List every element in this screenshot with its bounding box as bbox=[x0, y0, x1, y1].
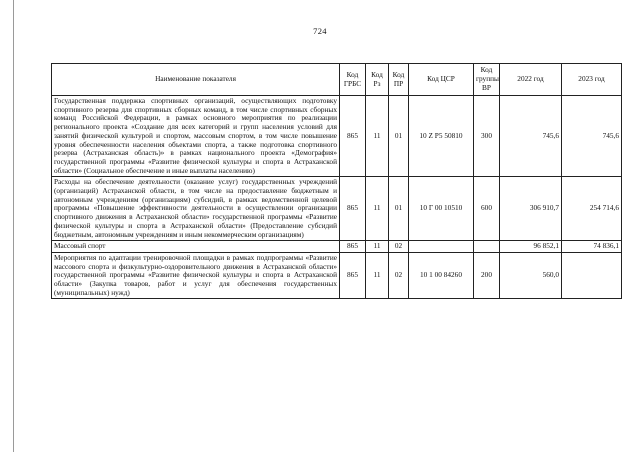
row-rz: 11 bbox=[366, 177, 389, 241]
row-csr: 10 1 00 84260 bbox=[409, 252, 474, 299]
table-row bbox=[52, 96, 622, 177]
row-vr bbox=[474, 241, 500, 253]
row-name: Мероприятия по адаптации тренировочной площадки в рамках подпрограммы «Развитие массового спорта и физкультурно-оздоровительного движения в Астраханской области» государственной программы «Развитие физической культуры и спорта в Астраханской области» (Закупка товаров, работ и услуг для обеспечения государственных (муниципальных) нужд) bbox=[52, 252, 340, 299]
header-pr: Код ПР bbox=[389, 64, 409, 96]
row-pr: 01 bbox=[389, 177, 409, 241]
row-rz: 11 bbox=[366, 96, 389, 177]
header-grbs: Код ГРБС bbox=[340, 64, 366, 96]
row-csr bbox=[409, 241, 474, 253]
row-2022: 745,6 bbox=[500, 96, 562, 177]
row-csr: 10 Г 00 10510 bbox=[409, 177, 474, 241]
row-rz: 11 bbox=[366, 252, 389, 299]
table-row bbox=[52, 252, 622, 299]
row-vr: 300 bbox=[474, 96, 500, 177]
table-header-row bbox=[52, 64, 622, 96]
header-2023: 2023 год bbox=[562, 64, 622, 96]
table-row bbox=[52, 177, 622, 241]
row-pr: 01 bbox=[389, 96, 409, 177]
page-number: 724 bbox=[313, 26, 327, 36]
row-2022: 96 852,1 bbox=[500, 241, 562, 253]
header-name: Наименование показателя bbox=[52, 64, 340, 96]
budget-table bbox=[51, 63, 622, 299]
row-2023: 745,6 bbox=[562, 96, 622, 177]
row-pr: 02 bbox=[389, 241, 409, 253]
header-rz: Код Рз bbox=[366, 64, 389, 96]
header-2022: 2022 год bbox=[500, 64, 562, 96]
row-name: Массовый спорт bbox=[52, 241, 340, 253]
row-grbs: 865 bbox=[340, 241, 366, 253]
header-csr: Код ЦСР bbox=[409, 64, 474, 96]
row-name: Государственная поддержка спортивных организаций, осуществляющих подготовку спортивного резерва для спортивных сборных команд, в том числе спортивных сборных команд Российской Федерации, в рамках основного мероприятия по реализации регионального проекта «Создание для всех категорий и групп населения условий для занятий физической культурой и спортом, массовым спортом, в том числе повышение уровня обеспеченности населения объектами спорта, а также подготовка спортивного резерва (Астраханская область)» в рамках национального проекта «Демография» государственной программы «Развитие физической культуры и спорта в Астраханской области» (Социальное обеспечение и иные выплаты населению) bbox=[52, 96, 340, 177]
row-pr: 02 bbox=[389, 252, 409, 299]
row-2022: 306 910,7 bbox=[500, 177, 562, 241]
row-csr: 10 Z P5 50810 bbox=[409, 96, 474, 177]
row-2022: 560,0 bbox=[500, 252, 562, 299]
row-grbs: 865 bbox=[340, 177, 366, 241]
table-row bbox=[52, 241, 622, 253]
row-name: Расходы на обеспечение деятельности (оказание услуг) государственных учреждений (организаций) Астраханской области, в том числе на предоставление бюджетным и автономным учреждениям (организациям) субсидий, в рамках ведомственной целевой программы «Повышение эффективности деятельности в осуществлении организации спортивного движения в Астраханской области» государственной программы «Развитие физической культуры и спорта в Астраханской области» (Предоставление субсидий бюджетным, автономным учреждениям и иным некоммерческим организациям) bbox=[52, 177, 340, 241]
row-2023 bbox=[562, 252, 622, 299]
row-grbs: 865 bbox=[340, 96, 366, 177]
header-vr: Код группы ВР bbox=[474, 64, 500, 96]
scan-edge-line bbox=[13, 0, 14, 452]
row-grbs: 865 bbox=[340, 252, 366, 299]
row-vr: 600 bbox=[474, 177, 500, 241]
row-rz: 11 bbox=[366, 241, 389, 253]
row-2023: 74 836,1 bbox=[562, 241, 622, 253]
row-2023: 254 714,6 bbox=[562, 177, 622, 241]
row-vr: 200 bbox=[474, 252, 500, 299]
